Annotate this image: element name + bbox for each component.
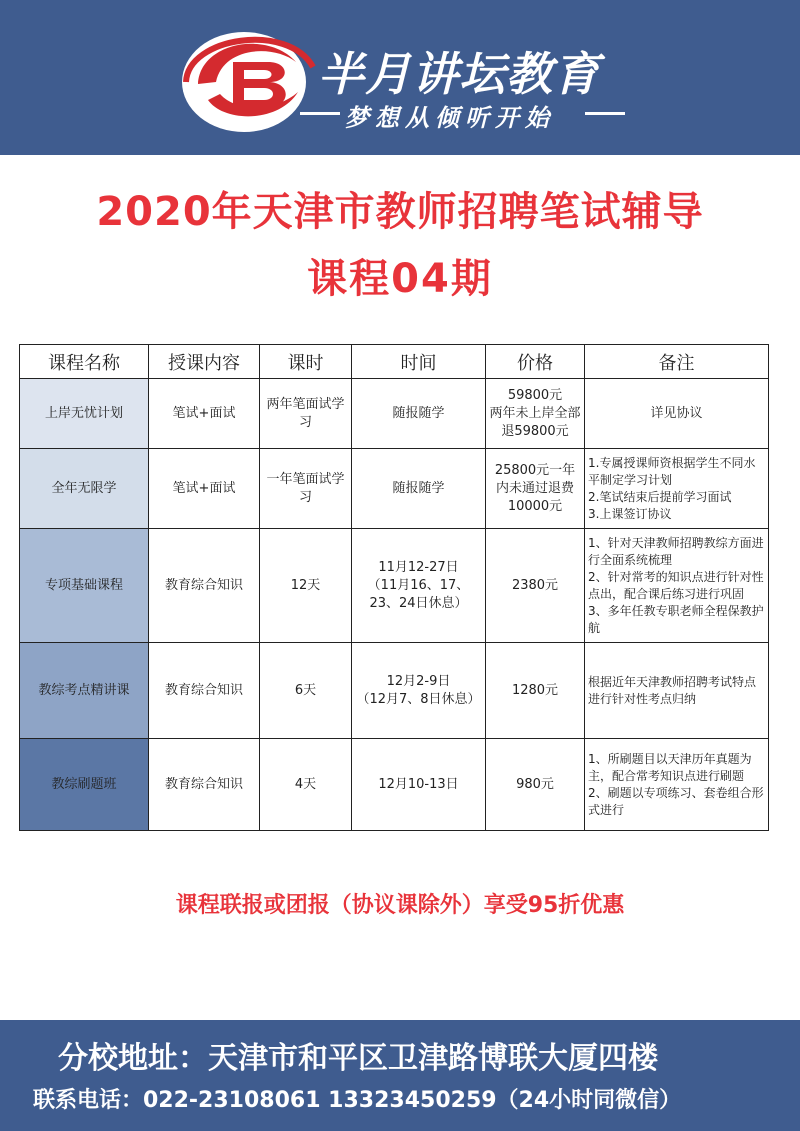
course-notes-cell-line: 1.专属授课师资根据学生不同水平制定学习计划 (588, 455, 756, 487)
course-time-cell (352, 449, 486, 529)
table-row (20, 643, 769, 739)
course-notes-cell-line: 根据近年天津教师招聘考试特点进行针对性考点归纳 (588, 674, 757, 706)
course-price-cell (486, 379, 585, 449)
course-time-cell-line: （11月16、17、23、24日休息） (367, 577, 470, 611)
course-price-cell-line: 59800元 (507, 387, 563, 403)
col-header-content: 授课内容 (149, 345, 260, 379)
page-subtitle: 课程04期 (307, 256, 493, 302)
course-time-cell-line: 12月2-9日 (386, 673, 451, 689)
course-notes-cell-line: 3、多年任教专职老师全程保教护航 (588, 603, 764, 635)
table-header-row (20, 345, 769, 379)
brand-name: 半月讲坛教育 (318, 47, 600, 101)
contact-phone: 联系电话：022-23108061 13323450259（24小时同微信） (33, 1088, 682, 1113)
course-time-cell (352, 529, 486, 643)
slogan-divider-left (300, 112, 340, 115)
course-content-cell: 教育综合知识 (149, 529, 260, 643)
course-time-cell (352, 739, 486, 831)
course-time-cell (352, 643, 486, 739)
course-name-cell: 教综刷题班 (20, 739, 149, 831)
course-notes-cell-line: 2、针对常考的知识点进行针对性点出，配合课后练习进行巩固 (588, 569, 764, 601)
course-name-cell: 教综考点精讲课 (20, 643, 149, 739)
table-row (20, 379, 769, 449)
branch-address: 分校地址：天津市和平区卫津路博联大厦四楼 (58, 1041, 658, 1076)
course-notes-cell-line: 3.上课签订协议 (588, 506, 672, 521)
course-hours-cell: 6天 (260, 643, 352, 739)
course-hours-cell: 两年笔面试学习 (260, 379, 352, 449)
course-notes-cell (585, 379, 769, 449)
course-price-cell (486, 529, 585, 643)
course-hours-cell: 12天 (260, 529, 352, 643)
course-hours-cell: 4天 (260, 739, 352, 831)
course-notes-cell-line: 2.笔试结束后提前学习面试 (588, 489, 732, 504)
course-price-cell-line: 1280元 (511, 682, 559, 698)
course-content-cell: 教育综合知识 (149, 643, 260, 739)
course-price-cell-line: 980元 (516, 776, 554, 792)
course-price-cell (486, 643, 585, 739)
course-notes-cell-line: 详见协议 (650, 405, 703, 421)
course-notes-cell-line: 1、针对天津教师招聘教综方面进行全面系统梳理 (588, 535, 764, 567)
course-notes-cell (585, 739, 769, 831)
col-header-hours: 课时 (260, 345, 352, 379)
course-table-body (20, 379, 769, 831)
course-content-cell: 教育综合知识 (149, 739, 260, 831)
course-name-cell: 专项基础课程 (20, 529, 149, 643)
promo-text: 课程联报或团报（协议课除外）享受95折优惠 (175, 893, 625, 918)
course-notes-cell (585, 529, 769, 643)
course-content-cell: 笔试+面试 (149, 379, 260, 449)
course-table (19, 344, 769, 831)
course-hours-cell: 一年笔面试学习 (260, 449, 352, 529)
slogan: 梦想从倾听开始 (345, 104, 555, 132)
page-title: 2020年天津市教师招聘笔试辅导 (96, 189, 704, 235)
course-time-cell-line: 随报随学 (392, 480, 445, 496)
course-price-cell (486, 739, 585, 831)
course-content-cell: 笔试+面试 (149, 449, 260, 529)
course-notes-cell (585, 643, 769, 739)
course-price-cell-line: 两年未上岸全部退59800元 (489, 405, 581, 439)
course-name-cell: 上岸无忧计划 (20, 379, 149, 449)
col-header-price: 价格 (486, 345, 585, 379)
course-price-cell-line: 25800元一年内未通过退费10000元 (494, 462, 576, 514)
course-price-cell (486, 449, 585, 529)
table-row (20, 739, 769, 831)
slogan-divider-right (585, 112, 625, 115)
col-header-name: 课程名称 (20, 345, 149, 379)
table-row (20, 529, 769, 643)
course-time-cell-line: 12月10-13日 (378, 776, 459, 792)
table-row (20, 449, 769, 529)
col-header-notes: 备注 (585, 345, 769, 379)
course-notes-cell-line: 2、刷题以专项练习、套卷组合形式进行 (588, 785, 764, 817)
course-notes-cell (585, 449, 769, 529)
course-time-cell-line: （12月7、8日休息） (356, 691, 481, 707)
col-header-time: 时间 (352, 345, 486, 379)
course-time-cell-line: 随报随学 (392, 405, 445, 421)
course-notes-cell-line: 1、所刷题目以天津历年真题为主，配合常考知识点进行刷题 (588, 751, 752, 783)
course-name-cell: 全年无限学 (20, 449, 149, 529)
course-time-cell (352, 379, 486, 449)
course-time-cell-line: 11月12-27日 (378, 559, 459, 575)
course-price-cell-line: 2380元 (511, 577, 559, 593)
